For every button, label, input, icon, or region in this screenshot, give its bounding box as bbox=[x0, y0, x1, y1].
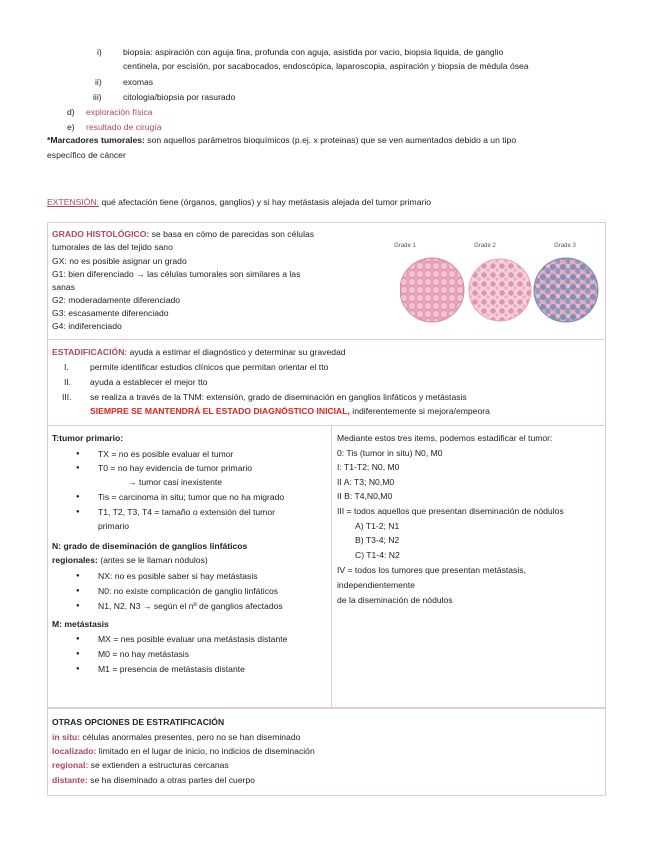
m-title: M: metástasis bbox=[52, 619, 109, 629]
estadificacion-title: ESTADIFICACIÓN: bbox=[52, 347, 128, 357]
otras-text: se extienden a estructuras cercanas bbox=[88, 760, 229, 770]
markers-title: *Marcadores tumorales: bbox=[47, 135, 145, 145]
stage-iv: IV = todos los tumores que presentan metástasis, bbox=[337, 565, 526, 575]
t-title: T:tumor primario: bbox=[52, 433, 124, 443]
biopsy-text-1: biopsia: aspiración con aguja fina, profunda con aguja, asistida por vacio, biopsia liquida, de ganglio bbox=[123, 47, 504, 57]
grado-l1: se basa en cómo de parecidas son células bbox=[149, 229, 315, 239]
citologia-text: citologia/biopsia por rasurado bbox=[123, 92, 236, 102]
grade-2-circle bbox=[469, 259, 531, 321]
otras-label: regional: bbox=[52, 760, 89, 770]
stage-iv-cont-1: independientemente bbox=[337, 580, 415, 590]
grade-3-circle bbox=[534, 258, 598, 322]
stage-iii-sub: A) T1-2; N1 bbox=[355, 521, 400, 531]
grado-l8: G4: indiferenciado bbox=[52, 321, 122, 331]
markers-text-1: son aquellos parámetros bioquímicos (p.ej. x proteinas) que se ven aumentados debido a un tipo bbox=[144, 135, 517, 145]
otras-text: células anormales presentes, pero no se han diseminado bbox=[80, 732, 301, 742]
otras-label: distante: bbox=[52, 775, 88, 785]
estad-marker-i: I. bbox=[64, 362, 69, 372]
n-item: ● N1, N2, N3 → según el nº de ganglios afectados bbox=[98, 601, 283, 612]
grado-l4: G1: bien diferenciado → las células tumorales son similares a las bbox=[52, 269, 301, 279]
t-arrow-text: → tumor casi inexistente bbox=[128, 477, 223, 487]
grado-l2: tumorales de las del tejido sano bbox=[52, 242, 173, 252]
otras-text: limitado en el lugar de inicio, no indicios de diseminación bbox=[96, 746, 315, 756]
extension-label: EXTENSIÓN: bbox=[47, 197, 100, 207]
grade-2-label: Grade 2 bbox=[474, 243, 496, 249]
grade-1-label: Grade 1 bbox=[394, 243, 416, 249]
otras-label: localizado: bbox=[52, 746, 97, 756]
stage-iv-cont-2: de la diseminación de nódulos bbox=[337, 595, 453, 605]
estadificacion-text: ayuda a estimar el diagnóstico y determinar su gravedad bbox=[127, 347, 346, 357]
grado-l5: sanas bbox=[52, 282, 75, 292]
biopsy-text-2: centinela, por escisión, por sacabocados, endoscópica, laparoscopia, aspiración y biopsia de médula ósea bbox=[123, 61, 529, 71]
stage-iii-sub: C) T1-4: N2 bbox=[355, 550, 400, 560]
otras-title: OTRAS OPCIONES DE ESTRATIFICACIÓN bbox=[52, 717, 225, 727]
otras-row bbox=[52, 760, 229, 771]
t-item: ● T0 = no hay evidencia de tumor primario bbox=[98, 463, 252, 474]
grade-1-circle bbox=[400, 258, 464, 322]
list-marker-ii: ii) bbox=[95, 77, 102, 87]
otras-text: se ha diseminado a otras partes del cuerpo bbox=[87, 775, 256, 785]
estad-red-line bbox=[90, 406, 490, 417]
estad-after-red: indiferentemente si mejora/empeora bbox=[349, 406, 490, 416]
n-item: ● N0: no existe complicación de ganglio linfáticos bbox=[98, 586, 278, 597]
estadificacion-line bbox=[52, 347, 346, 358]
list-marker-d: d) bbox=[67, 107, 75, 117]
estad-marker-iii: III. bbox=[62, 392, 72, 402]
t-item-cont: primario bbox=[98, 521, 130, 531]
list-marker-e: e) bbox=[67, 122, 75, 132]
estad-i-text: permite identificar estudios clínicos que permitan orientar el tto bbox=[90, 362, 329, 372]
otras-row bbox=[52, 732, 300, 743]
t-item: ● Tis = carcinoma in situ; tumor que no ha migrado bbox=[98, 492, 284, 503]
markers-line-1 bbox=[47, 135, 516, 146]
grado-line-1 bbox=[52, 229, 314, 240]
n-title-line-2 bbox=[52, 555, 208, 566]
n-title: N: grado de diseminación de ganglios linfáticos bbox=[52, 541, 248, 551]
estad-marker-ii: II. bbox=[64, 377, 72, 387]
m-item: ● M0 = no hay metástasis bbox=[98, 649, 189, 660]
otras-row bbox=[52, 775, 255, 786]
n-sub: (antes se le llaman nódulos) bbox=[97, 555, 208, 565]
t-item: ● TX = no es posible evaluar el tumor bbox=[98, 449, 233, 460]
grado-l7: G3: escasamente diferenciado bbox=[52, 308, 169, 318]
m-item: ● MX = nes posible evaluar una metástasis distante bbox=[98, 634, 287, 645]
extension-line bbox=[47, 197, 431, 208]
grade-3-label: Grade 3 bbox=[554, 243, 576, 249]
m-item: ● M1 = presencia de metástasis distante bbox=[98, 664, 245, 675]
otras-row bbox=[52, 746, 315, 757]
stage-iib: II B: T4,N0,M0 bbox=[337, 491, 393, 501]
markers-text-2: específico de cáncer bbox=[47, 150, 126, 160]
grado-l3: GX: no es posible asignar un grado bbox=[52, 256, 187, 266]
stage-iii: III = todos aquellos que presentan diseminación de nódulos bbox=[337, 506, 564, 516]
histology-grade-illustration bbox=[400, 254, 600, 326]
estad-iii-text: se realiza a través de la TNM: extensión, grado de diseminación en ganglios linfáticos y metástasis bbox=[90, 392, 467, 402]
estad-ii-text: ayuda a establecer el mejor tto bbox=[90, 377, 208, 387]
stage-iii-sub: B) T3-4; N2 bbox=[355, 535, 400, 545]
grado-l6: G2: moderadamente diferenciado bbox=[52, 295, 181, 305]
extension-text: qué afectación tiene (órganos, ganglios) y si hay metástasis alejada del tumor primario bbox=[99, 197, 432, 207]
grado-title: GRADO HISTOLÓGICO: bbox=[52, 229, 150, 239]
estad-red-text: SIEMPRE SE MANTENDRÁ EL ESTADO DIAGNÓSTICO INICIAL, bbox=[90, 406, 350, 416]
otras-label: in situ: bbox=[52, 732, 81, 742]
t-item: ● T1, T2, T3, T4 = tamaño o extensión del tumor bbox=[98, 507, 275, 518]
resultado-cirugia-text: resultado de cirugía bbox=[86, 122, 162, 132]
list-marker-iii: iii) bbox=[93, 92, 102, 102]
stage-0: 0: Tis (tumor in situ) N0, M0 bbox=[337, 448, 443, 458]
exomas-text: exomas bbox=[123, 77, 154, 87]
divider-estadificacion bbox=[47, 425, 606, 426]
list-marker-i: i) bbox=[97, 47, 102, 57]
exploracion-fisica-text: exploración física bbox=[86, 107, 153, 117]
n-title-2: regionales: bbox=[52, 555, 98, 565]
divider-grado bbox=[47, 339, 606, 340]
stage-i: I: T1-T2; N0, M0 bbox=[337, 462, 400, 472]
stage-iia: II A: T3; N0,M0 bbox=[337, 477, 395, 487]
divider-tnm-columns bbox=[331, 425, 332, 708]
n-item: ● NX: no es posible saber si hay metástasis bbox=[98, 571, 258, 582]
stage-intro: Mediante estos tres items, podemos estadificar el tumor: bbox=[337, 433, 553, 443]
